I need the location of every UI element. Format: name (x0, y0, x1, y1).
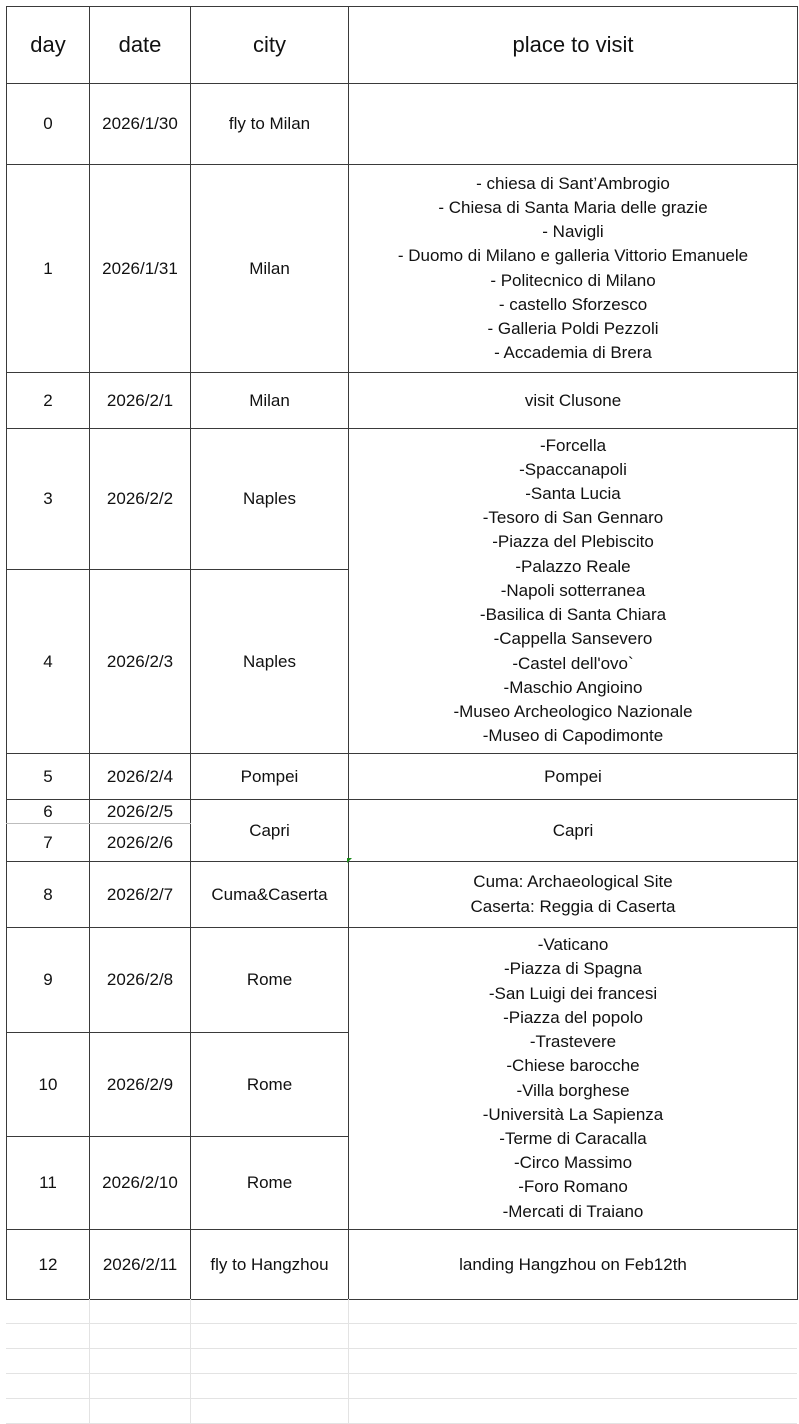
table-row (7, 928, 798, 1033)
place-line: -Forcella (539, 435, 607, 455)
cell-comment-marker (347, 858, 352, 863)
header-day[interactable]: day (7, 7, 90, 84)
place-line: -Piazza di Spagna (504, 959, 642, 979)
city-cell[interactable]: Milan (191, 373, 349, 429)
place-line: -Università La Sapienza (482, 1104, 664, 1124)
header-row (7, 7, 798, 84)
city-cell[interactable]: Pompei (191, 754, 349, 800)
day-cell[interactable]: 1 (7, 165, 90, 373)
place-line: - Duomo di Milano e galleria Vittorio Emanuele (397, 246, 749, 266)
table-row (7, 429, 798, 570)
day-cell[interactable]: 12 (7, 1230, 90, 1300)
place-line: -Villa borghese (516, 1080, 630, 1100)
place-line: -Tesoro di San Gennaro (482, 508, 664, 528)
place-cell[interactable] (349, 429, 798, 754)
table-row (7, 165, 798, 373)
place-line: -Circo Massimo (513, 1153, 633, 1173)
day-cell[interactable]: 4 (7, 570, 90, 754)
place-line: -Cappella Sansevero (493, 629, 653, 649)
day-cell[interactable]: 5 (7, 754, 90, 800)
header-place[interactable]: place to visit (349, 7, 798, 84)
day-cell[interactable]: 6 (7, 800, 90, 824)
city-cell[interactable]: Capri (191, 800, 349, 862)
place-line: Caserta: Reggia di Caserta (470, 896, 676, 916)
place-cell[interactable] (349, 165, 798, 373)
place-cell[interactable]: Pompei (349, 754, 798, 800)
city-cell[interactable]: Rome (191, 928, 349, 1033)
empty-row[interactable] (6, 1349, 797, 1374)
date-cell[interactable]: 2026/2/1 (90, 373, 191, 429)
place-cell[interactable] (349, 928, 798, 1230)
place-line: Cuma: Archaeological Site (473, 872, 673, 892)
city-cell[interactable]: Naples (191, 570, 349, 754)
place-line: -Santa Lucia (525, 484, 621, 504)
day-cell[interactable]: 11 (7, 1137, 90, 1230)
city-cell[interactable]: Naples (191, 429, 349, 570)
place-line: -Museo Archeologico Nazionale (453, 701, 693, 721)
place-line: - chiesa di Sant’Ambrogio (476, 173, 670, 193)
empty-row[interactable] (6, 1374, 797, 1399)
place-line: - Navigli (542, 222, 604, 242)
place-cell[interactable]: landing Hangzhou on Feb12th (349, 1230, 798, 1300)
date-cell[interactable]: 2026/2/3 (90, 570, 191, 754)
date-cell[interactable]: 2026/2/8 (90, 928, 191, 1033)
table-row (7, 754, 798, 800)
date-cell[interactable]: 2026/2/5 (90, 800, 191, 824)
header-date[interactable]: date (90, 7, 191, 84)
table-row (7, 373, 798, 429)
city-cell[interactable]: fly to Hangzhou (191, 1230, 349, 1300)
day-cell[interactable]: 10 (7, 1033, 90, 1137)
date-cell[interactable]: 2026/2/11 (90, 1230, 191, 1300)
empty-grid-rows (6, 1299, 797, 1424)
table-row (7, 800, 798, 824)
date-cell[interactable]: 2026/1/30 (90, 84, 191, 165)
place-line: -Foro Romano (518, 1177, 628, 1197)
place-line: -Vaticano (537, 935, 609, 955)
place-line: -Napoli sotterranea (500, 580, 646, 600)
date-cell[interactable]: 2026/2/2 (90, 429, 191, 570)
place-line: -Castel dell'ovo` (512, 653, 634, 673)
place-line: -Spaccanapoli (519, 459, 627, 479)
city-cell[interactable]: fly to Milan (191, 84, 349, 165)
date-cell[interactable]: 2026/2/10 (90, 1137, 191, 1230)
table-row (7, 84, 798, 165)
place-line: - Chiesa di Santa Maria delle grazie (438, 197, 708, 217)
day-cell[interactable]: 8 (7, 862, 90, 928)
place-cell[interactable] (349, 862, 798, 928)
place-line: - Accademia di Brera (494, 343, 652, 363)
day-cell[interactable]: 7 (7, 824, 90, 862)
place-line: - Politecnico di Milano (490, 270, 656, 290)
place-line: -Trastevere (529, 1032, 617, 1052)
empty-row[interactable] (6, 1299, 797, 1324)
place-line: - Galleria Poldi Pezzoli (487, 318, 659, 338)
place-line: -Chiese barocche (506, 1056, 640, 1076)
date-cell[interactable]: 2026/1/31 (90, 165, 191, 373)
place-line: -San Luigi dei francesi (488, 983, 658, 1003)
place-line: -Piazza del popolo (503, 1007, 643, 1027)
place-line: -Mercati di Traiano (502, 1201, 644, 1221)
place-line: - castello Sforzesco (498, 294, 648, 314)
date-cell[interactable]: 2026/2/4 (90, 754, 191, 800)
place-cell[interactable]: Capri (349, 800, 798, 862)
itinerary-table (6, 6, 798, 1300)
place-line: -Maschio Angioino (503, 677, 643, 697)
date-cell[interactable]: 2026/2/6 (90, 824, 191, 862)
empty-row[interactable] (6, 1324, 797, 1349)
place-cell[interactable] (349, 84, 798, 165)
day-cell[interactable]: 2 (7, 373, 90, 429)
header-city[interactable]: city (191, 7, 349, 84)
day-cell[interactable]: 0 (7, 84, 90, 165)
city-cell[interactable]: Rome (191, 1137, 349, 1230)
place-cell[interactable]: visit Clusone (349, 373, 798, 429)
city-cell[interactable]: Milan (191, 165, 349, 373)
date-cell[interactable]: 2026/2/9 (90, 1033, 191, 1137)
place-line: -Terme di Caracalla (499, 1128, 647, 1148)
day-cell[interactable]: 3 (7, 429, 90, 570)
table-row (7, 1230, 798, 1300)
table-row (7, 862, 798, 928)
day-cell[interactable]: 9 (7, 928, 90, 1033)
empty-row[interactable] (6, 1399, 797, 1424)
place-line: -Basilica di Santa Chiara (479, 605, 667, 625)
place-line: -Piazza del Plebiscito (492, 532, 654, 552)
date-cell[interactable]: 2026/2/7 (90, 862, 191, 928)
place-line: -Museo di Capodimonte (482, 726, 664, 746)
city-cell[interactable]: Cuma&Caserta (191, 862, 349, 928)
place-line: -Palazzo Reale (515, 556, 631, 576)
city-cell[interactable]: Rome (191, 1033, 349, 1137)
